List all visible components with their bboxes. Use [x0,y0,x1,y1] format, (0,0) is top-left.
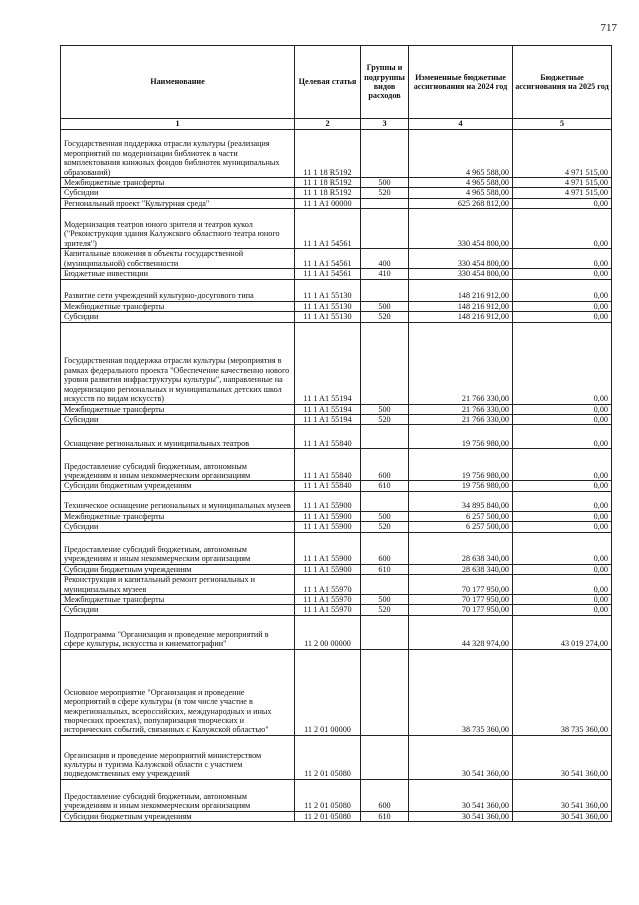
table-row [61,481,612,491]
row-name: Предоставление субсидий бюджетным, автономным учреждениям и иным некоммерческим организациям [61,449,295,481]
table-row [61,449,612,481]
table-row [61,279,612,301]
table-row [61,649,612,735]
table-row [61,522,612,532]
row-target-article: 11 1 A1 55194 [295,404,361,414]
row-amount-2025: 0,00 [513,425,612,449]
row-name: Государственная поддержка отрасли культуры (мероприятия в рамках федерального проекта "Обеспечение качественно нового уровня развития инфраструктуры культуры", направленные на модернизацию региональных и муниципальных детских школ искусств по видам искусств) [61,322,295,404]
row-amount-2024: 625 268 812,00 [409,198,513,208]
row-amount-2024: 44 328 974,00 [409,615,513,649]
row-expense-group: 520 [361,522,409,532]
row-amount-2024: 330 454 800,00 [409,209,513,249]
row-amount-2025: 0,00 [513,564,612,574]
table-row [61,511,612,521]
row-expense-group: 520 [361,188,409,198]
row-amount-2024: 19 756 980,00 [409,449,513,481]
row-name: Межбюджетные трансферты [61,511,295,521]
table-row [61,198,612,208]
row-name: Модернизация театров юного зрителя и театров кукол ("Реконструкция здания Калужского областного театра юного зрителя") [61,209,295,249]
column-number: 4 [409,119,513,130]
row-target-article: 11 1 18 R5192 [295,188,361,198]
row-amount-2024: 330 454 800,00 [409,249,513,269]
row-name: Субсидии [61,312,295,322]
row-name: Оснащение региональных и муниципальных театров [61,425,295,449]
row-expense-group [361,209,409,249]
table-row [61,130,612,178]
row-target-article: 11 2 01 05080 [295,779,361,811]
row-amount-2025: 0,00 [513,322,612,404]
row-name: Основное мероприятие "Организация и проведение мероприятий в сфере культуры (в том числе участие в межрегиональных, всероссийских, международных и иных творческих проектах), популяризация творческих и исторических событий, связанных с Калужской областью" [61,649,295,735]
row-name: Государственная поддержка отрасли культуры (реализация мероприятий по модернизации библиотек в части комплектования книжных фондов библиотек муниципальных образований) [61,130,295,178]
row-expense-group [361,130,409,178]
row-expense-group: 610 [361,564,409,574]
row-expense-group: 600 [361,779,409,811]
row-amount-2025: 0,00 [513,575,612,595]
row-name: Субсидии [61,605,295,615]
row-expense-group [361,279,409,301]
row-target-article: 11 1 A1 55900 [295,511,361,521]
row-amount-2024: 21 766 330,00 [409,414,513,424]
row-name: Капитальные вложения в объекты государственной (муниципальной) собственности [61,249,295,269]
header-row [61,46,612,119]
table-row [61,425,612,449]
row-amount-2025: 0,00 [513,414,612,424]
row-amount-2025: 0,00 [513,522,612,532]
column-number: 2 [295,119,361,130]
row-amount-2025: 0,00 [513,209,612,249]
row-expense-group: 400 [361,249,409,269]
row-name: Субсидии бюджетным учреждениям [61,481,295,491]
row-name: Субсидии бюджетным учреждениям [61,811,295,821]
row-expense-group: 500 [361,595,409,605]
row-expense-group: 410 [361,269,409,279]
row-amount-2025: 30 541 360,00 [513,811,612,821]
row-expense-group: 520 [361,312,409,322]
row-target-article: 11 1 A1 55970 [295,575,361,595]
column-number-row [61,119,612,130]
row-amount-2024: 330 454 800,00 [409,269,513,279]
table-row [61,188,612,198]
row-amount-2025: 0,00 [513,269,612,279]
row-amount-2025: 0,00 [513,532,612,564]
header-name: Наименование [61,46,295,119]
row-expense-group [361,322,409,404]
row-amount-2024: 148 216 912,00 [409,301,513,311]
row-target-article: 11 1 A1 55130 [295,279,361,301]
row-expense-group: 520 [361,414,409,424]
column-number: 5 [513,119,612,130]
row-name: Субсидии [61,414,295,424]
row-amount-2025: 0,00 [513,481,612,491]
table-row [61,811,612,821]
column-number: 1 [61,119,295,130]
row-amount-2025: 30 541 360,00 [513,779,612,811]
row-name: Развитие сети учреждений культурно-досугового типа [61,279,295,301]
row-expense-group: 600 [361,532,409,564]
row-expense-group: 520 [361,605,409,615]
row-amount-2024: 34 895 840,00 [409,491,513,511]
page-number: 717 [600,22,617,34]
row-amount-2024: 28 638 340,00 [409,564,513,574]
row-expense-group [361,735,409,779]
row-amount-2024: 6 257 500,00 [409,522,513,532]
row-amount-2025: 0,00 [513,595,612,605]
row-amount-2024: 4 965 588,00 [409,178,513,188]
row-amount-2024: 70 177 950,00 [409,605,513,615]
row-target-article: 11 1 A1 55900 [295,532,361,564]
table-row [61,575,612,595]
table-row [61,532,612,564]
row-name: Предоставление субсидий бюджетным, автономным учреждениям и иным некоммерческим организациям [61,779,295,811]
row-amount-2024: 28 638 340,00 [409,532,513,564]
row-expense-group [361,615,409,649]
row-target-article: 11 1 A1 55194 [295,322,361,404]
row-name: Бюджетные инвестиции [61,269,295,279]
column-number: 3 [361,119,409,130]
row-amount-2024: 21 766 330,00 [409,322,513,404]
table-row [61,414,612,424]
row-amount-2024: 30 541 360,00 [409,735,513,779]
row-amount-2024: 70 177 950,00 [409,575,513,595]
table-row [61,735,612,779]
row-name: Организация и проведение мероприятий министерством культуры и туризма Калужской области с участием подведомственных ему учреждений [61,735,295,779]
table-row [61,269,612,279]
row-target-article: 11 1 A1 55900 [295,522,361,532]
row-target-article: 11 2 00 00000 [295,615,361,649]
row-amount-2025: 0,00 [513,605,612,615]
row-amount-2025: 0,00 [513,404,612,414]
header-expense-groups: Группы и подгруппы видов расходов [361,46,409,119]
row-name: Межбюджетные трансферты [61,301,295,311]
row-name: Субсидии бюджетным учреждениям [61,564,295,574]
row-amount-2024: 30 541 360,00 [409,779,513,811]
table-row [61,322,612,404]
row-name: Реконструкция и капитальный ремонт региональных и муниципальных музеев [61,575,295,595]
row-name: Межбюджетные трансферты [61,178,295,188]
row-target-article: 11 1 A1 55970 [295,595,361,605]
row-target-article: 11 2 01 05080 [295,735,361,779]
row-amount-2024: 19 756 980,00 [409,425,513,449]
row-amount-2025: 38 735 360,00 [513,649,612,735]
table-row [61,249,612,269]
row-amount-2025: 0,00 [513,249,612,269]
table-row [61,312,612,322]
row-name: Межбюджетные трансферты [61,595,295,605]
row-expense-group: 500 [361,301,409,311]
row-expense-group: 600 [361,449,409,481]
table-row [61,404,612,414]
row-target-article: 11 2 01 00000 [295,649,361,735]
row-expense-group: 500 [361,404,409,414]
row-amount-2025: 30 541 360,00 [513,735,612,779]
row-name: Субсидии [61,188,295,198]
budget-table [60,45,612,822]
row-target-article: 11 1 A1 55840 [295,481,361,491]
row-target-article: 11 1 A1 55130 [295,301,361,311]
row-expense-group [361,575,409,595]
row-amount-2025: 0,00 [513,449,612,481]
row-amount-2024: 70 177 950,00 [409,595,513,605]
row-target-article: 11 1 A1 55840 [295,449,361,481]
header-budget-2025: Бюджетные ассигнования на 2025 год [513,46,612,119]
row-amount-2025: 4 971 515,00 [513,188,612,198]
row-amount-2024: 30 541 360,00 [409,811,513,821]
row-amount-2025: 0,00 [513,279,612,301]
row-amount-2024: 148 216 912,00 [409,279,513,301]
row-target-article: 11 1 A1 00000 [295,198,361,208]
table-row [61,491,612,511]
table-row [61,595,612,605]
row-target-article: 11 1 A1 55840 [295,425,361,449]
table-row [61,615,612,649]
row-expense-group: 500 [361,511,409,521]
row-amount-2025: 0,00 [513,491,612,511]
row-expense-group [361,649,409,735]
row-amount-2024: 19 756 980,00 [409,481,513,491]
row-target-article: 11 1 A1 54561 [295,269,361,279]
table-row [61,779,612,811]
row-target-article: 11 1 A1 55194 [295,414,361,424]
row-expense-group [361,198,409,208]
row-name: Подпрограмма "Организация и проведение мероприятий в сфере культуры, искусства и кинематографии" [61,615,295,649]
header-changed-2024: Измененные бюджетные ассигнования на 2024 год [409,46,513,119]
row-amount-2024: 38 735 360,00 [409,649,513,735]
table-body [61,119,612,822]
row-target-article: 11 1 A1 55900 [295,491,361,511]
row-expense-group: 610 [361,811,409,821]
table-row [61,209,612,249]
row-expense-group: 610 [361,481,409,491]
row-target-article: 11 1 A1 55900 [295,564,361,574]
table-row [61,301,612,311]
row-amount-2024: 6 257 500,00 [409,511,513,521]
row-amount-2024: 4 965 588,00 [409,188,513,198]
table-row [61,178,612,188]
row-name: Субсидии [61,522,295,532]
row-amount-2024: 148 216 912,00 [409,312,513,322]
table-row [61,564,612,574]
row-target-article: 11 2 01 05080 [295,811,361,821]
row-amount-2025: 4 971 515,00 [513,178,612,188]
row-name: Техническое оснащение региональных и муниципальных музеев [61,491,295,511]
table-row [61,605,612,615]
row-amount-2025: 0,00 [513,198,612,208]
row-target-article: 11 1 A1 54561 [295,249,361,269]
row-target-article: 11 1 A1 55130 [295,312,361,322]
row-amount-2025: 43 019 274,00 [513,615,612,649]
row-amount-2025: 0,00 [513,301,612,311]
row-amount-2024: 4 965 588,00 [409,130,513,178]
row-target-article: 11 1 18 R5192 [295,130,361,178]
row-amount-2025: 0,00 [513,511,612,521]
row-expense-group: 500 [361,178,409,188]
header-target-article: Целевая статья [295,46,361,119]
row-target-article: 11 1 A1 55970 [295,605,361,615]
row-name: Межбюджетные трансферты [61,404,295,414]
row-amount-2025: 0,00 [513,312,612,322]
row-amount-2025: 4 971 515,00 [513,130,612,178]
row-amount-2024: 21 766 330,00 [409,404,513,414]
row-name: Предоставление субсидий бюджетным, автономным учреждениям и иным некоммерческим организациям [61,532,295,564]
row-expense-group [361,491,409,511]
row-expense-group [361,425,409,449]
row-name: Региональный проект "Культурная среда" [61,198,295,208]
row-target-article: 11 1 18 R5192 [295,178,361,188]
row-target-article: 11 1 A1 54561 [295,209,361,249]
